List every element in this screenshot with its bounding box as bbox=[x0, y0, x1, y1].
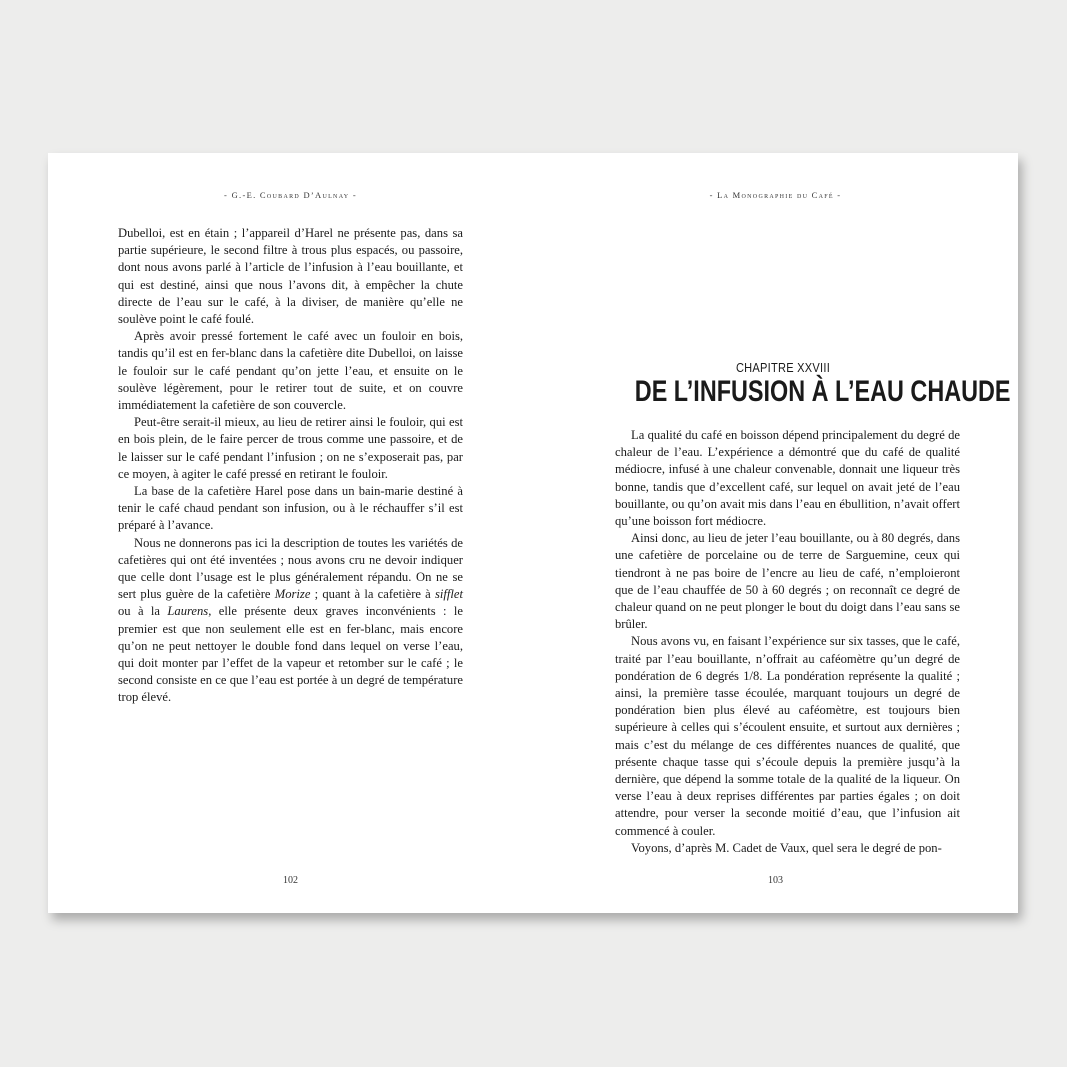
right-body-text bbox=[615, 427, 960, 857]
left-paragraph-3: Peut-être serait-il mieux, au lieu de retirer ainsi le fouloir, qui est en bois plein, de le faire percer de trous comme une passoire, et de le laisser sur le café pendant l’infusion ; on ne s’exposerait pas, par ce moyen, à agiter le café pressé en retirant le fouloir. bbox=[118, 415, 463, 481]
italic-sifflet: sifflet bbox=[435, 587, 463, 602]
chapter-label: CHAPITRE XXVIII bbox=[735, 360, 831, 375]
italic-laurens: Laurens bbox=[167, 604, 209, 619]
left-paragraph-1: Dubelloi, est en étain ; l’appareil d’Harel ne présente pas, dans sa partie supérieure, le second filtre à trous plus espacés, ou passoire, dont nous avons parlé à l’article de l’infusion à l’eau bouillante, et qui est destiné, ainsi que nous l’avons dit, à empêcher la chute directe de l’eau sur le café, à la diviser, de manière qu’elle ne soulève point le café foulé. bbox=[118, 226, 463, 327]
left-paragraph-4: La base de la cafetière Harel pose dans un bain-marie destiné à tenir le café chaud pendant son infusion, ou à le réchauffer s’il est préparé à l’avance. bbox=[118, 484, 463, 533]
chapter-title: DE L’INFUSION À L’EAU CHAUDE bbox=[634, 375, 1011, 408]
left-page-number: 102 bbox=[283, 875, 298, 886]
paragraph-5-part-1: Nous ne donnerons pas ici la description de toutes les variétés de cafetières qui ont été inventées ; nous avons cru ne devoir indiquer que celle dont l’usage est le plus généralement répandu. On ne se sert plus guère de la cafetière bbox=[118, 535, 463, 602]
left-body-text bbox=[118, 225, 463, 707]
book-spread bbox=[48, 153, 1018, 913]
right-running-head: - La Monographie du Café - bbox=[709, 190, 842, 200]
italic-morize: Morize bbox=[274, 587, 311, 602]
left-paragraph-2: Après avoir pressé fortement le café avec un fouloir en bois, tandis qu’il est en fer-blanc dans la cafetière dite Dubelloi, on laisse le fouloir sur le café pendant qu’on jette l’eau, et ensuite on le soulève légèrement, pour le retirer tout de suite, et on couvre immédiatement la cafetière de son couvercle. bbox=[118, 329, 463, 413]
right-paragraph-2: Ainsi donc, au lieu de jeter l’eau bouillante, ou à 80 degrés, dans une cafetière de porcelaine ou de terre de Sarguemine, ceux qui tiendront à ne pas boire de l’encre au lieu de café, n’emploieront que de l’eau chauffée de 50 à 60 degrés ; on reconnaît ce degré de chaleur quand on ne peut plonger le bout du doigt dans l’eau sans se brûler. bbox=[615, 531, 960, 632]
paragraph-5-part-4: , elle présente deux graves inconvénients : le premier est que non seulement elle est en fer-blanc, mais encore qu’on ne peut nettoyer le double fond dans lequel on verse l’eau, qui doit monter par l’effet de la vapeur et retomber sur le café ; le second consiste en ce que l’eau est portée à un degré de température trop élevé. bbox=[118, 604, 463, 705]
left-running-head: - G.-E. Coubard D’Aulnay - bbox=[224, 190, 357, 200]
right-paragraph-3: Nous avons vu, en faisant l’expérience sur six tasses, que le café, traité par l’eau bouillante, n’offrait au caféomètre qu’un degré de pondération de 6 degrés 1/8. La pondération représente la qualité ; ainsi, la première tasse écoulée, marquant toujours un degré de pondération bien plus élevé au caféomètre, est toujours bien supérieure à celles qui s’écoulent ensuite, et surtout aux dernières ; mais c’est du mélange de ces différentes nuances de qualité, que présente chaque tasse qui s’écoule depuis la première jusqu’à la dernière, que dépend la somme totale de la qualité de la liqueur. On verse l’eau à deux reprises différentes par parties égales ; on doit attendre, pour verser la seconde moitié d’eau, que l’infusion ait commencé à couler. bbox=[615, 634, 960, 838]
right-paragraph-4: Voyons, d’après M. Cadet de Vaux, quel sera le degré de pon- bbox=[631, 840, 942, 855]
paragraph-5-part-3: ou à la bbox=[118, 604, 168, 619]
right-page-number: 103 bbox=[768, 875, 783, 886]
paragraph-5-part-2: ; quant à la cafetière à bbox=[310, 587, 435, 602]
right-paragraph-1: La qualité du café en boisson dépend principalement du degré de chaleur de l’eau. L’expérience a démontré que du café de qualité médiocre, infusé à une chaleur convenable, donnait une liqueur très bonne, tandis que d’excellent café, sur lequel on avait jeté de l’eau bouillante, ou qu’on avait mis dans l’eau en ébullition, n’avait offert qu’une boisson fort médiocre. bbox=[615, 428, 960, 529]
left-page bbox=[48, 153, 533, 913]
right-page bbox=[533, 153, 1018, 913]
left-paragraph-5 bbox=[118, 535, 463, 707]
